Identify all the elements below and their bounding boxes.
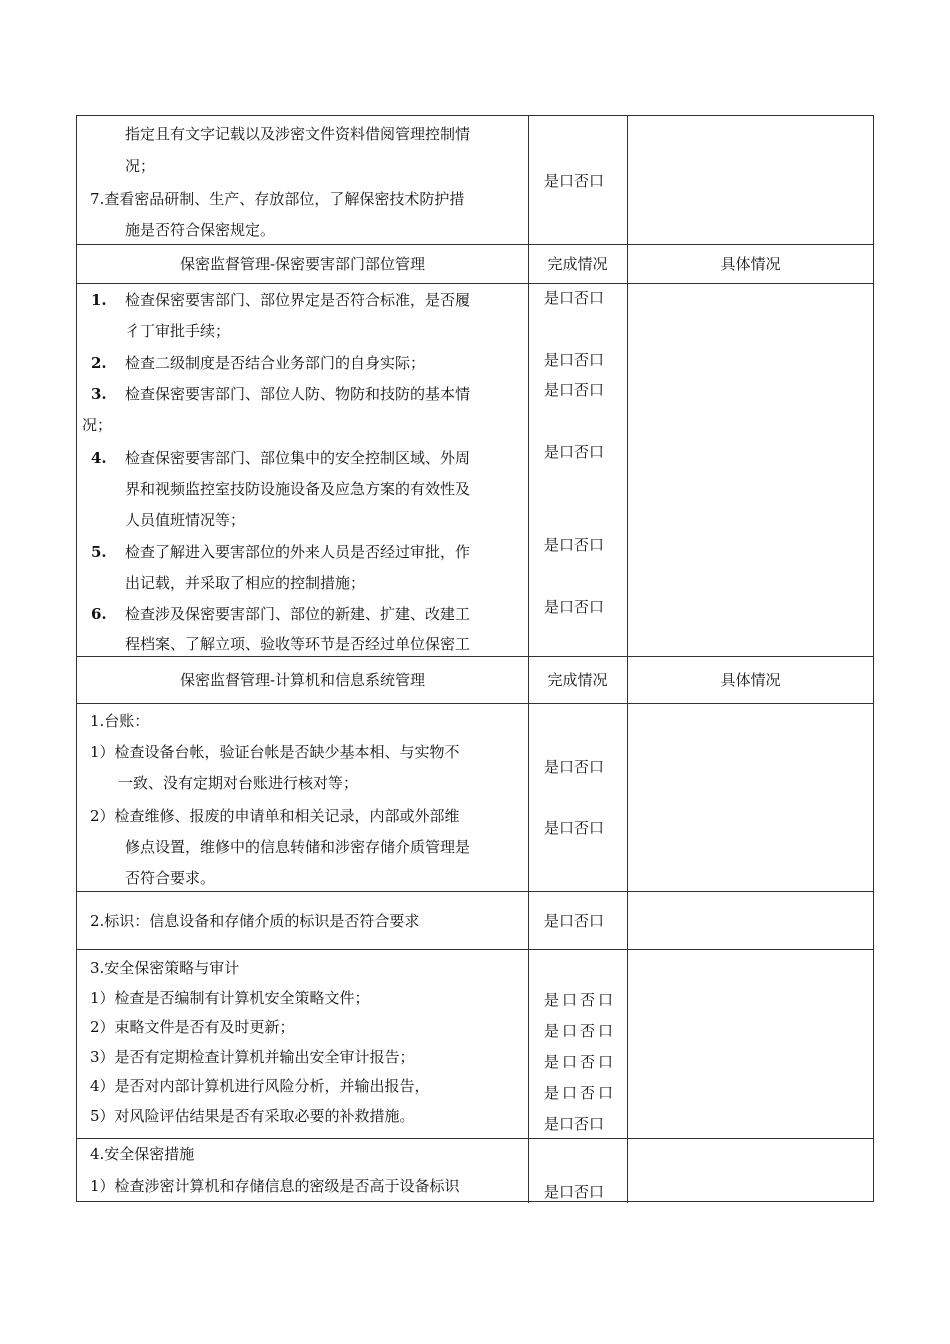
section1-line: 指定且有文字记载以及涉密文件资料借阅管理控制情 (125, 125, 471, 143)
item-line: 检查涉及保密要害部门、部位的新建、扩建、改建工 (125, 605, 471, 623)
block-line: 3）是否有定期检查计算机并输出安全审计报告； (90, 1048, 415, 1066)
status-checkbox[interactable]: 是口否口 (544, 1183, 605, 1201)
item-number: 5. (91, 543, 107, 561)
column-divider (627, 116, 628, 1203)
item-line: 检查了解进入要害部位的外来人员是否经过审批，作 (125, 543, 471, 561)
row-divider (77, 703, 873, 704)
status-checkbox[interactable]: 是口否口 (544, 381, 605, 399)
status-checkbox[interactable]: 是口否口 (544, 912, 605, 930)
item-line: 界和视频监控室技防设施设备及应急方案的有效性及 (125, 480, 471, 498)
block-line: 1.台账： (90, 712, 150, 730)
block-line: 4）是否对内部计算机进行风险分析，并输出报告， (90, 1077, 430, 1095)
row-divider (77, 656, 873, 657)
item-number: 1. (91, 291, 107, 309)
item-number: 6. (91, 605, 107, 623)
item-line: 检查二级制度是否结合业务部门的自身实际； (125, 354, 426, 372)
block-line: 否符合要求。 (125, 869, 216, 887)
inspection-table (76, 115, 874, 1202)
block-line: 2.标识：信息设备和存储介质的标识是否符合要求 (90, 912, 420, 930)
block-line: 1）检查是否编制有计算机安全策略文件； (90, 989, 370, 1007)
status-checkbox[interactable]: 是口否口 (544, 1022, 617, 1040)
row-divider (77, 949, 873, 950)
row-divider (77, 244, 873, 245)
block-line: 1）检查涉密计算机和存储信息的密级是否高于设备标识 (90, 1177, 460, 1195)
item-line: 检查保密要害部门、部位人防、物防和技防的基本情 (125, 385, 471, 403)
completion-header: 完成情况 (547, 255, 608, 273)
item-line: 检查保密要害部门、部位集中的安全控制区域、外周 (125, 449, 471, 467)
completion-header: 完成情况 (547, 671, 608, 689)
block-line: 5）对风险评估结果是否有采取必要的补救措施。 (90, 1107, 415, 1125)
status-checkbox[interactable]: 是口否口 (544, 819, 605, 837)
status-checkbox[interactable]: 是口否口 (544, 991, 617, 1009)
block-line: 2）检查维修、报废的申请单和相关记录，内部或外部维 (90, 807, 460, 825)
status-checkbox[interactable]: 是口否口 (544, 1115, 605, 1133)
status-checkbox[interactable]: 是口否口 (544, 758, 605, 776)
row-divider (77, 283, 873, 284)
block-line: 一致、没有定期对台账进行核对等； (118, 774, 359, 792)
details-header: 具体情况 (720, 671, 781, 689)
item-line: 程档案、了解立项、验收等环节是否经过单位保密工 (125, 635, 471, 653)
row-divider (77, 891, 873, 892)
status-checkbox[interactable]: 是口否口 (544, 536, 605, 554)
block-line: 3.安全保密策略与审计 (90, 959, 240, 977)
item-line: 检查保密要害部门、部位界定是否符合标准，是否履 (125, 291, 471, 309)
item-number: 3. (91, 385, 107, 403)
block-line: 1）检查设备台帐，验证台帐是否缺少基本相、与实物不 (90, 743, 460, 761)
block-line: 4.安全保密措施 (90, 1145, 195, 1163)
item-line: 出记载，并采取了相应的控制措施； (125, 574, 366, 592)
details-header: 具体情况 (720, 255, 781, 273)
item-line: 况； (82, 416, 113, 434)
item-line: 人员值班情况等； (125, 511, 246, 529)
status-checkbox[interactable]: 是口否口 (544, 1084, 617, 1102)
section1-line: 施是否符合保密规定。 (125, 221, 276, 239)
status-checkbox[interactable]: 是口否口 (544, 598, 605, 616)
status-checkbox[interactable]: 是口否口 (544, 443, 605, 461)
item-line: 彳丁审批手续； (125, 322, 231, 340)
status-checkbox[interactable]: 是口否口 (544, 351, 605, 369)
row-divider (77, 1138, 873, 1139)
section2-title: 保密监督管理-保密要害部门部位管理 (179, 255, 426, 273)
column-divider (528, 116, 529, 1203)
section3-title: 保密监督管理-计算机和信息系统管理 (179, 671, 426, 689)
status-checkbox[interactable]: 是口否口 (544, 289, 605, 307)
block-line: 2）束略文件是否有及时更新； (90, 1018, 295, 1036)
status-checkbox[interactable]: 是口否口 (544, 1053, 617, 1071)
item-number: 2. (91, 354, 107, 372)
item-number: 4. (91, 449, 107, 467)
section1-line: 7.查看密品研制、生产、存放部位，了解保密技术防护措 (90, 190, 465, 208)
block-line: 修点设置，维修中的信息转储和涉密存储介质管理是 (125, 838, 471, 856)
section1-line: 况； (125, 157, 156, 175)
status-checkbox[interactable]: 是口否口 (544, 172, 605, 190)
